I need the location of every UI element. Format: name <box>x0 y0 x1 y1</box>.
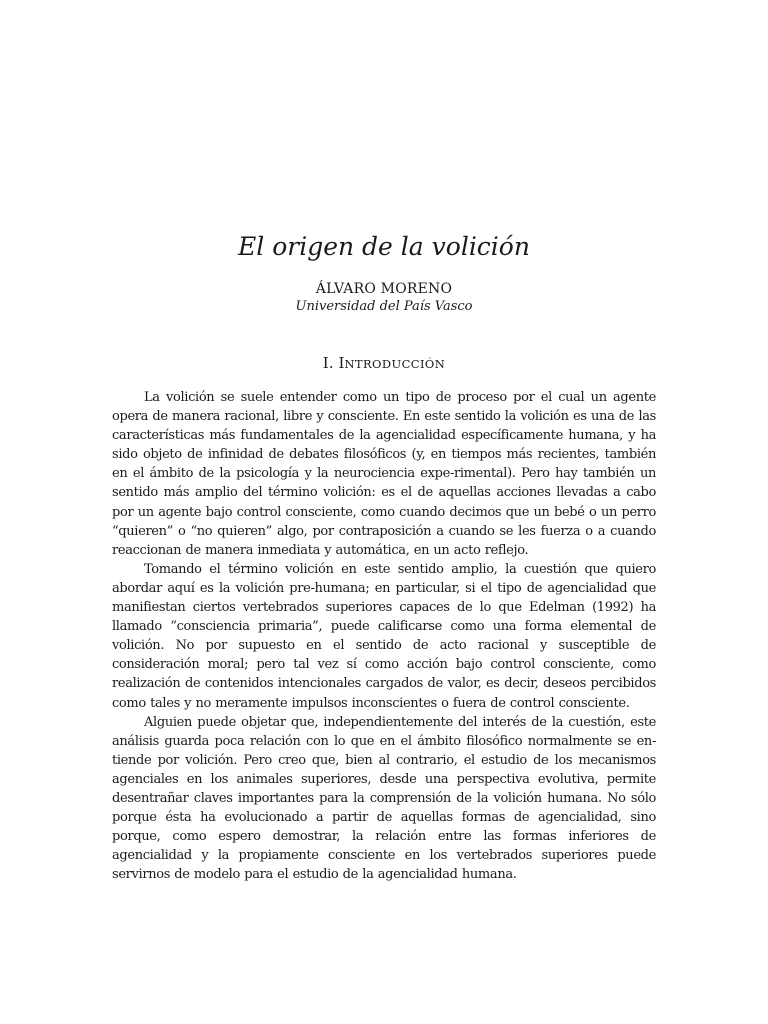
document-page <box>112 0 656 1024</box>
paragraph: Tomando el término volición en este sentido amplio, la cuestión que quiero abordar aquí es la volición pre-humana; en particular, si el tipo de agencialidad que manifiestan ciertos vertebrados superiores capaces de lo que Edelman (1992) ha llamado “consciencia primaria”, puede calificarse como una forma elemental de volición. No por supuesto en el sentido de acto racional y susceptible de consideración moral; pero tal vez sí como acción bajo control consciente, como realización de contenidos intencionales cargados de valor, es decir, deseos percibidos como tales y no meramente impulsos inconscientes o fuera de control consciente. <box>112 561 656 711</box>
section-heading <box>112 353 656 374</box>
section-heading-initial: I <box>338 354 345 372</box>
body-text <box>112 388 656 884</box>
article-title: El origen de la volición <box>238 232 530 261</box>
author-affiliation: Universidad del País Vasco <box>295 299 473 314</box>
section-heading-rest: NTRODUCCIÓN <box>344 357 446 371</box>
author-name: ÁLVARO MORENO <box>315 281 453 297</box>
paragraph: Alguien puede objetar que, independientemente del interés de la cuestión, este análisis guarda poca relación con lo que en el ámbito filosófico normalmente se en-tiende por volición. Pero creo que, bien al contrario, el estudio de los mecanismos agenciales en los animales superiores, desde una perspectiva evolutiva, permite desentrañar claves importantes para la comprensión de la volición humana. No sólo porque ésta ha evolucionado a partir de aquellas formas de agencialidad, sino porque, como espero demostrar, la relación entre las formas inferiores de agencialidad y la propiamente consciente en los vertebrados superiores puede servirnos de modelo para el estudio de la agencialidad humana. <box>112 714 656 883</box>
paragraph: La volición se suele entender como un tipo de proceso por el cual un agente opera de manera racional, libre y consciente. En este sentido la volición es una de las características más fundamentales de la agencialidad específicamente humana, y ha sido objeto de infinidad de debates filosóficos (y, en tiempos más recientes, también en el ámbito de la psicología y la neurociencia expe-rimental). Pero hay también un sentido más amplio del término volición: es el de aquellas acciones llevadas a cabo por un agente bajo control consciente, como cuando decimos que un bebé o un perro “quieren” o “no quieren” algo, por contraposición a cuando se les fuerza o a cuando reaccionan de manera inmediata y automática, en un acto reflejo. <box>112 390 656 558</box>
section-number: I. <box>322 354 334 372</box>
